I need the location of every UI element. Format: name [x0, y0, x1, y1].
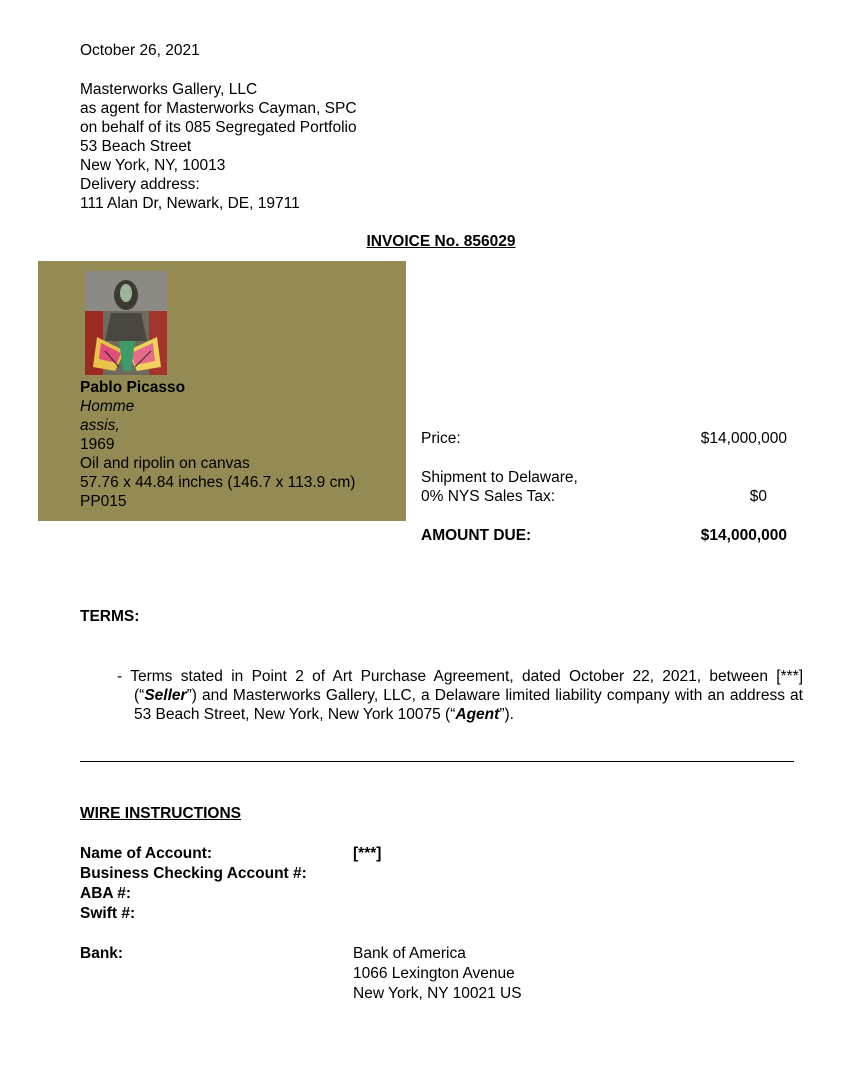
billing-address [80, 80, 357, 213]
bank-label: Bank: [80, 945, 124, 962]
sales-tax-value: $0 [749, 488, 767, 505]
address-line: Delivery address: [80, 176, 200, 193]
section-divider [80, 761, 794, 762]
address-line: New York, NY, 10013 [80, 157, 226, 174]
artwork-dimensions: 57.76 x 44.84 inches (146.7 x 113.9 cm) [80, 474, 356, 491]
shipment-row-1 [421, 468, 787, 487]
price-label: Price: [421, 430, 461, 447]
terms-text-c: ”). [499, 706, 514, 723]
terms-dash: - [117, 668, 123, 685]
address-line: on behalf of its 085 Segregated Portfolio [80, 119, 357, 136]
artwork-year: 1969 [80, 436, 115, 453]
amount-due-label: AMOUNT DUE: [421, 527, 532, 544]
terms-text-a: Terms stated in Point 2 of Art Purchase Agreement, dated October 22, 2021, between [***] (“ [130, 668, 804, 704]
account-name-value: [***] [353, 845, 382, 862]
address-line: 53 Beach Street [80, 138, 192, 155]
artist-name: Pablo Picasso [80, 379, 186, 396]
price-row [421, 429, 787, 448]
bank-address [353, 944, 522, 1004]
terms-text-b: ”) and Masterworks Gallery, LLC, a Delaware limited liability company with an address at 53 Beach Street, New York, New York 10075 (“ [134, 687, 803, 723]
account-name-label: Name of Account: [80, 845, 213, 862]
artwork-title: Homme [80, 398, 135, 415]
checking-account-label: Business Checking Account #: [80, 865, 307, 882]
address-line: as agent for Masterworks Cayman, SPC [80, 100, 357, 117]
amount-due-value: $14,000,000 [700, 527, 787, 544]
terms-text [117, 667, 803, 724]
shipment-row-2 [421, 487, 787, 506]
aba-label: ABA #: [80, 885, 132, 902]
address-line: Masterworks Gallery, LLC [80, 81, 258, 98]
artwork-thumbnail [85, 271, 167, 375]
bank-street: 1066 Lexington Avenue [353, 965, 515, 982]
swift-label: Swift #: [80, 905, 136, 922]
terms-agent: Agent [455, 706, 500, 723]
wire-instructions-heading: WIRE INSTRUCTIONS [80, 805, 242, 822]
amount-due-row [421, 526, 787, 545]
terms-seller: Seller [144, 687, 187, 704]
bank-name: Bank of America [353, 945, 466, 962]
invoice-date: October 26, 2021 [80, 42, 200, 59]
shipment-label: Shipment to Delaware, [421, 469, 578, 486]
wire-labels [80, 844, 307, 924]
invoice-title: INVOICE No. 856029 [366, 233, 516, 250]
terms-paragraph [117, 667, 803, 724]
artwork-title-cont: assis, [80, 417, 120, 434]
address-line: 111 Alan Dr, Newark, DE, 19711 [80, 195, 300, 212]
artwork-reference: PP015 [80, 493, 127, 510]
price-value: $14,000,000 [700, 430, 787, 447]
pricing-table [421, 429, 787, 545]
sales-tax-label: 0% NYS Sales Tax: [421, 488, 556, 505]
terms-heading: TERMS: [80, 608, 140, 625]
bank-city: New York, NY 10021 US [353, 985, 522, 1002]
artwork-medium: Oil and ripolin on canvas [80, 455, 250, 472]
artwork-details [80, 378, 355, 511]
